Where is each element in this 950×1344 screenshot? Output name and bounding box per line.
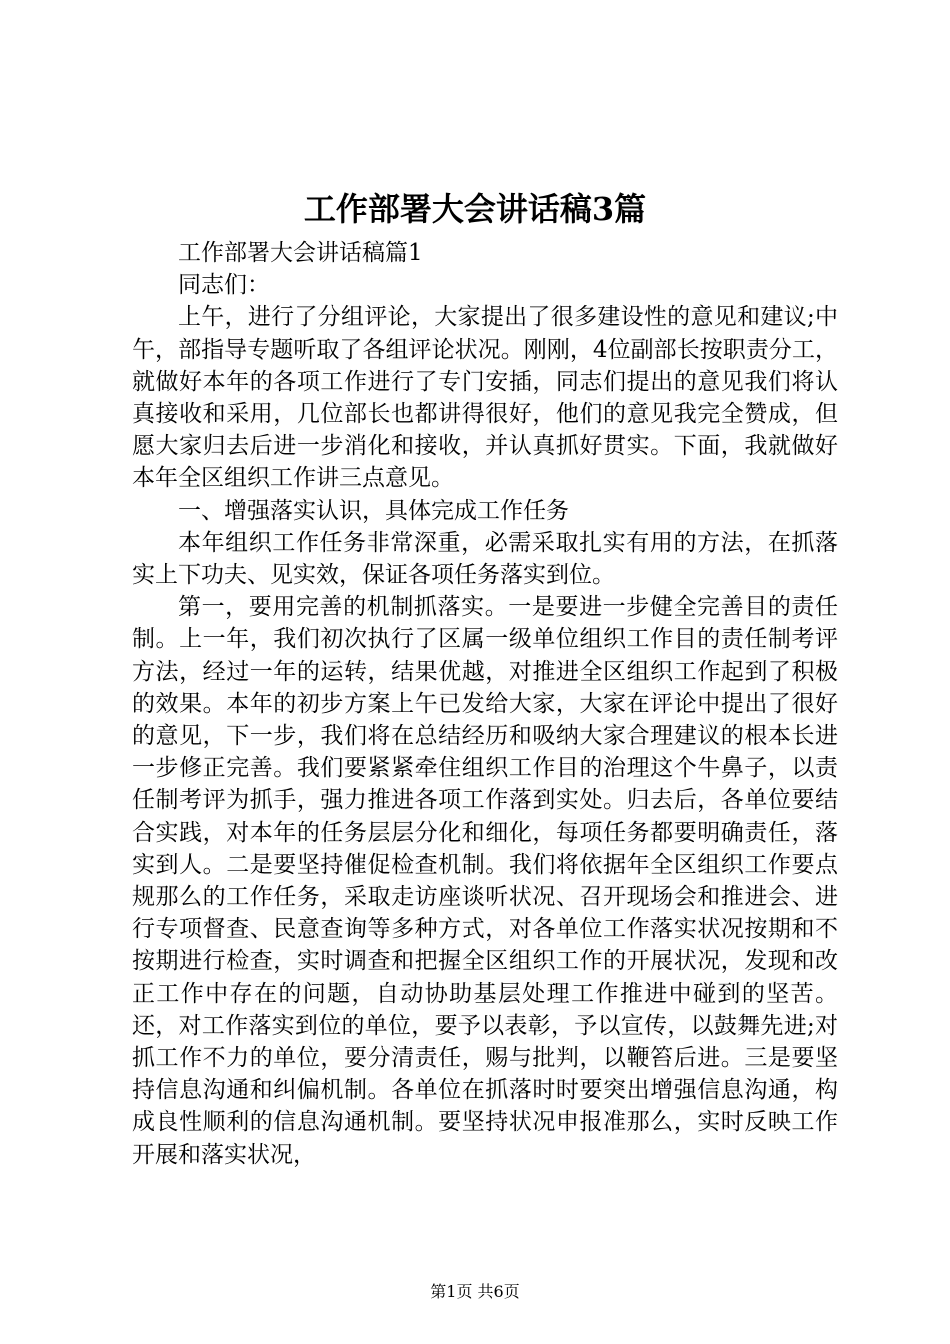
body-paragraph: 上午，进行了分组评论，大家提出了很多建设性的意见和建议;中午，部指导专题听取了各组评论状况。刚刚，4位副部长按职责分工，就做好本年的各项工作进行了专门安插，同志们提出的意见我们将认真接收和采用，几位部长也都讲得很好，他们的意见我完全赞成，但愿大家归去后进一步消化和接收，并认真抓好贯实。下面，我就做好本年全区组织工作讲三点意见。 — [132, 304, 838, 492]
page-number-footer: 第1页 共6页 — [430, 1282, 520, 1301]
section-heading: 工作部署大会讲话稿篇1 — [178, 240, 423, 266]
salutation: 同志们： — [178, 272, 270, 299]
document-body — [132, 237, 838, 1171]
document-title: 工作部署大会讲话稿3篇 — [303, 190, 647, 228]
subsection-heading: 一、增强落实认识，具体完成工作任务 — [178, 497, 569, 524]
body-paragraph: 本年组织工作任务非常深重，必需采取扎实有用的方法，在抓落实上下功夫、见实效，保证各项任务落实到位。 — [132, 529, 838, 589]
body-paragraph: 第一，要用完善的机制抓落实。一是要进一步健全完善目的责任制。上一年，我们初次执行了区属一级单位组织工作目的责任制考评方法，经过一年的运转，结果优越，对推进全区组织工作起到了积极的效果。本年的初步方案上午已发给大家，大家在评论中提出了很好的意见，下一步，我们将在总结经历和吸纳大家合理建议的根本长进一步修正完善。我们要紧紧牵住组织工作目的治理这个牛鼻子，以责任制考评为抓手，强力推进各项工作落到实处。归去后，各单位要结合实践，对本年的任务层层分化和细化，每项任务都要明确责任，落实到人。二是要坚持催促检查机制。我们将依据年全区组织工作要点规那么的工作任务，采取走访座谈听状况、召开现场会和推进会、进行专项督查、民意查询等多种方式，对各单位工作落实状况按期和不按期进行检查，实时调查和把握全区组织工作的开展状况，发现和改正工作中存在的问题，自动协助基层处理工作推进中碰到的坚苦。还，对工作落实到位的单位，要予以表彰，予以宣传，以鼓舞先进;对抓工作不力的单位，要分清责任，赐与批判，以鞭笞后进。三是要坚持信息沟通和纠偏机制。各单位在抓落时时要突出增强信息沟通，构成良性顺利的信息沟通机制。要坚持状况申报准那么，实时反映工作开展和落实状况， — [132, 594, 838, 1168]
